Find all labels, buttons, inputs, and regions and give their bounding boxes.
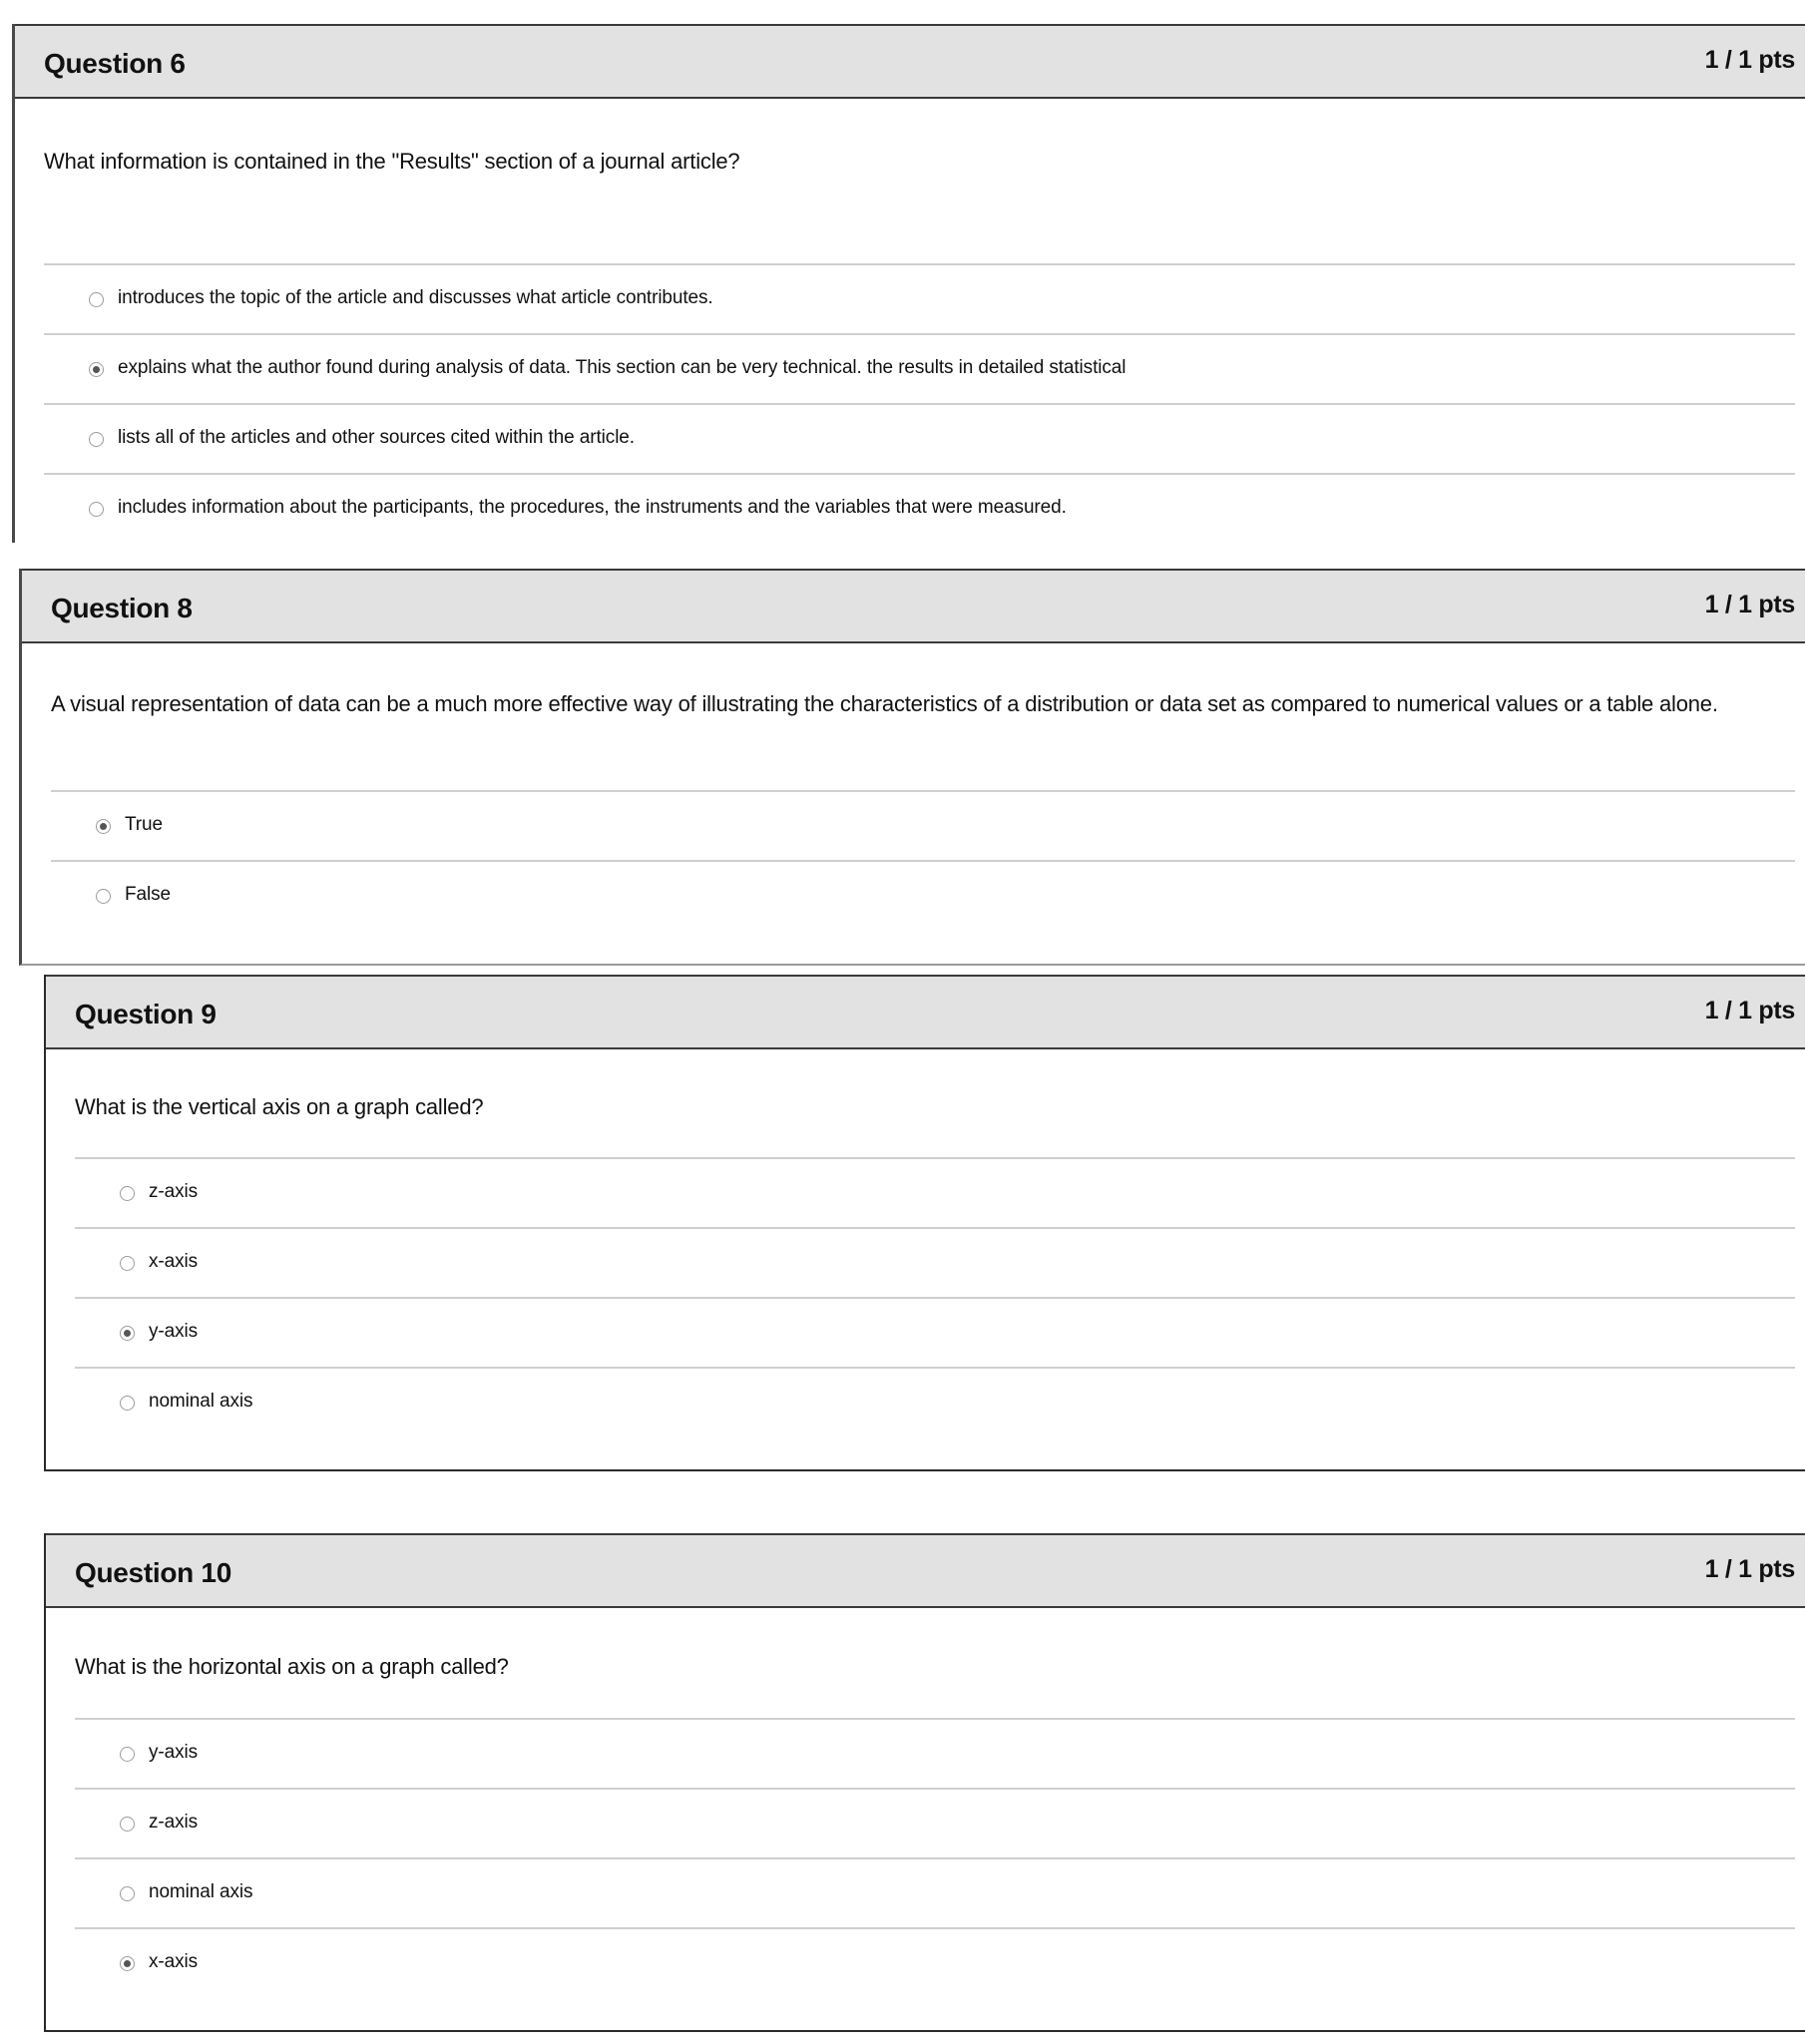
question-points: 1 / 1 pts bbox=[1704, 997, 1795, 1024]
radio-button[interactable] bbox=[120, 1186, 135, 1201]
question-title: Question 10 bbox=[75, 1557, 231, 1588]
radio-button-selected[interactable] bbox=[89, 362, 104, 377]
radio-button[interactable] bbox=[96, 889, 111, 904]
answer-list bbox=[75, 1157, 1795, 1436]
radio-button-selected[interactable] bbox=[120, 1956, 135, 1971]
answer-option[interactable] bbox=[75, 1297, 1795, 1367]
answer-option[interactable] bbox=[44, 403, 1795, 473]
answer-label: explains what the author found during analysis of data. This section can be very technical. the results in detailed statistical bbox=[118, 357, 1127, 378]
answer-option[interactable] bbox=[51, 790, 1795, 860]
answer-list bbox=[44, 263, 1795, 543]
question-points: 1 / 1 pts bbox=[1704, 591, 1795, 618]
radio-button[interactable] bbox=[89, 292, 104, 307]
answer-option[interactable] bbox=[44, 333, 1795, 403]
radio-button[interactable] bbox=[89, 502, 104, 517]
radio-button[interactable] bbox=[89, 432, 104, 447]
answer-option[interactable] bbox=[75, 1788, 1795, 1857]
answer-label: x-axis bbox=[149, 1951, 199, 1972]
answer-label: introduces the topic of the article and discusses what article contributes. bbox=[118, 287, 713, 308]
answer-label: z-axis bbox=[149, 1812, 199, 1833]
answer-label: nominal axis bbox=[149, 1881, 253, 1902]
radio-button[interactable] bbox=[120, 1886, 135, 1901]
radio-button[interactable] bbox=[120, 1747, 135, 1762]
question-text: What is the horizontal axis on a graph called? bbox=[75, 1654, 509, 1679]
question-points: 1 / 1 pts bbox=[1704, 46, 1795, 74]
question-6-card bbox=[12, 24, 1805, 543]
question-header bbox=[46, 975, 1805, 1049]
question-header bbox=[15, 24, 1805, 99]
question-header bbox=[46, 1533, 1805, 1608]
answer-option[interactable] bbox=[75, 1227, 1795, 1297]
answer-label: z-axis bbox=[149, 1181, 199, 1202]
question-text: What information is contained in the "Results" section of a journal article? bbox=[44, 149, 740, 174]
question-text: What is the vertical axis on a graph called? bbox=[75, 1094, 484, 1119]
answer-option[interactable] bbox=[75, 1927, 1795, 1997]
answer-label: y-axis bbox=[149, 1321, 199, 1342]
answer-option[interactable] bbox=[44, 473, 1795, 543]
answer-label: True bbox=[125, 814, 163, 835]
question-8-card bbox=[19, 569, 1805, 966]
answer-list bbox=[51, 790, 1795, 930]
question-9-card bbox=[44, 975, 1805, 1471]
answer-option[interactable] bbox=[75, 1367, 1795, 1436]
radio-button[interactable] bbox=[120, 1817, 135, 1832]
question-title: Question 6 bbox=[44, 48, 186, 79]
answer-list bbox=[75, 1718, 1795, 1997]
radio-button[interactable] bbox=[120, 1396, 135, 1411]
question-points: 1 / 1 pts bbox=[1704, 1555, 1795, 1583]
answer-option[interactable] bbox=[75, 1857, 1795, 1927]
question-header bbox=[22, 569, 1805, 643]
answer-label: x-axis bbox=[149, 1251, 199, 1272]
question-10-card bbox=[44, 1533, 1805, 2032]
answer-option[interactable] bbox=[51, 860, 1795, 930]
answer-label: lists all of the articles and other sources cited within the article. bbox=[118, 427, 635, 448]
answer-option[interactable] bbox=[75, 1157, 1795, 1227]
radio-button-selected[interactable] bbox=[120, 1326, 135, 1341]
question-title: Question 8 bbox=[51, 593, 193, 623]
answer-option[interactable] bbox=[75, 1718, 1795, 1788]
question-title: Question 9 bbox=[75, 999, 217, 1029]
radio-button-selected[interactable] bbox=[96, 819, 111, 834]
answer-option[interactable] bbox=[44, 263, 1795, 333]
answer-label: False bbox=[125, 884, 171, 905]
answer-label: y-axis bbox=[149, 1742, 199, 1763]
answer-label: nominal axis bbox=[149, 1391, 253, 1412]
question-text: A visual representation of data can be a much more effective way of illustrating the characteristics of a distribution or data set as compared to numerical values or a table alone. bbox=[51, 691, 1718, 716]
answer-label: includes information about the participants, the procedures, the instruments and the variables that were measured. bbox=[118, 497, 1067, 518]
radio-button[interactable] bbox=[120, 1256, 135, 1271]
